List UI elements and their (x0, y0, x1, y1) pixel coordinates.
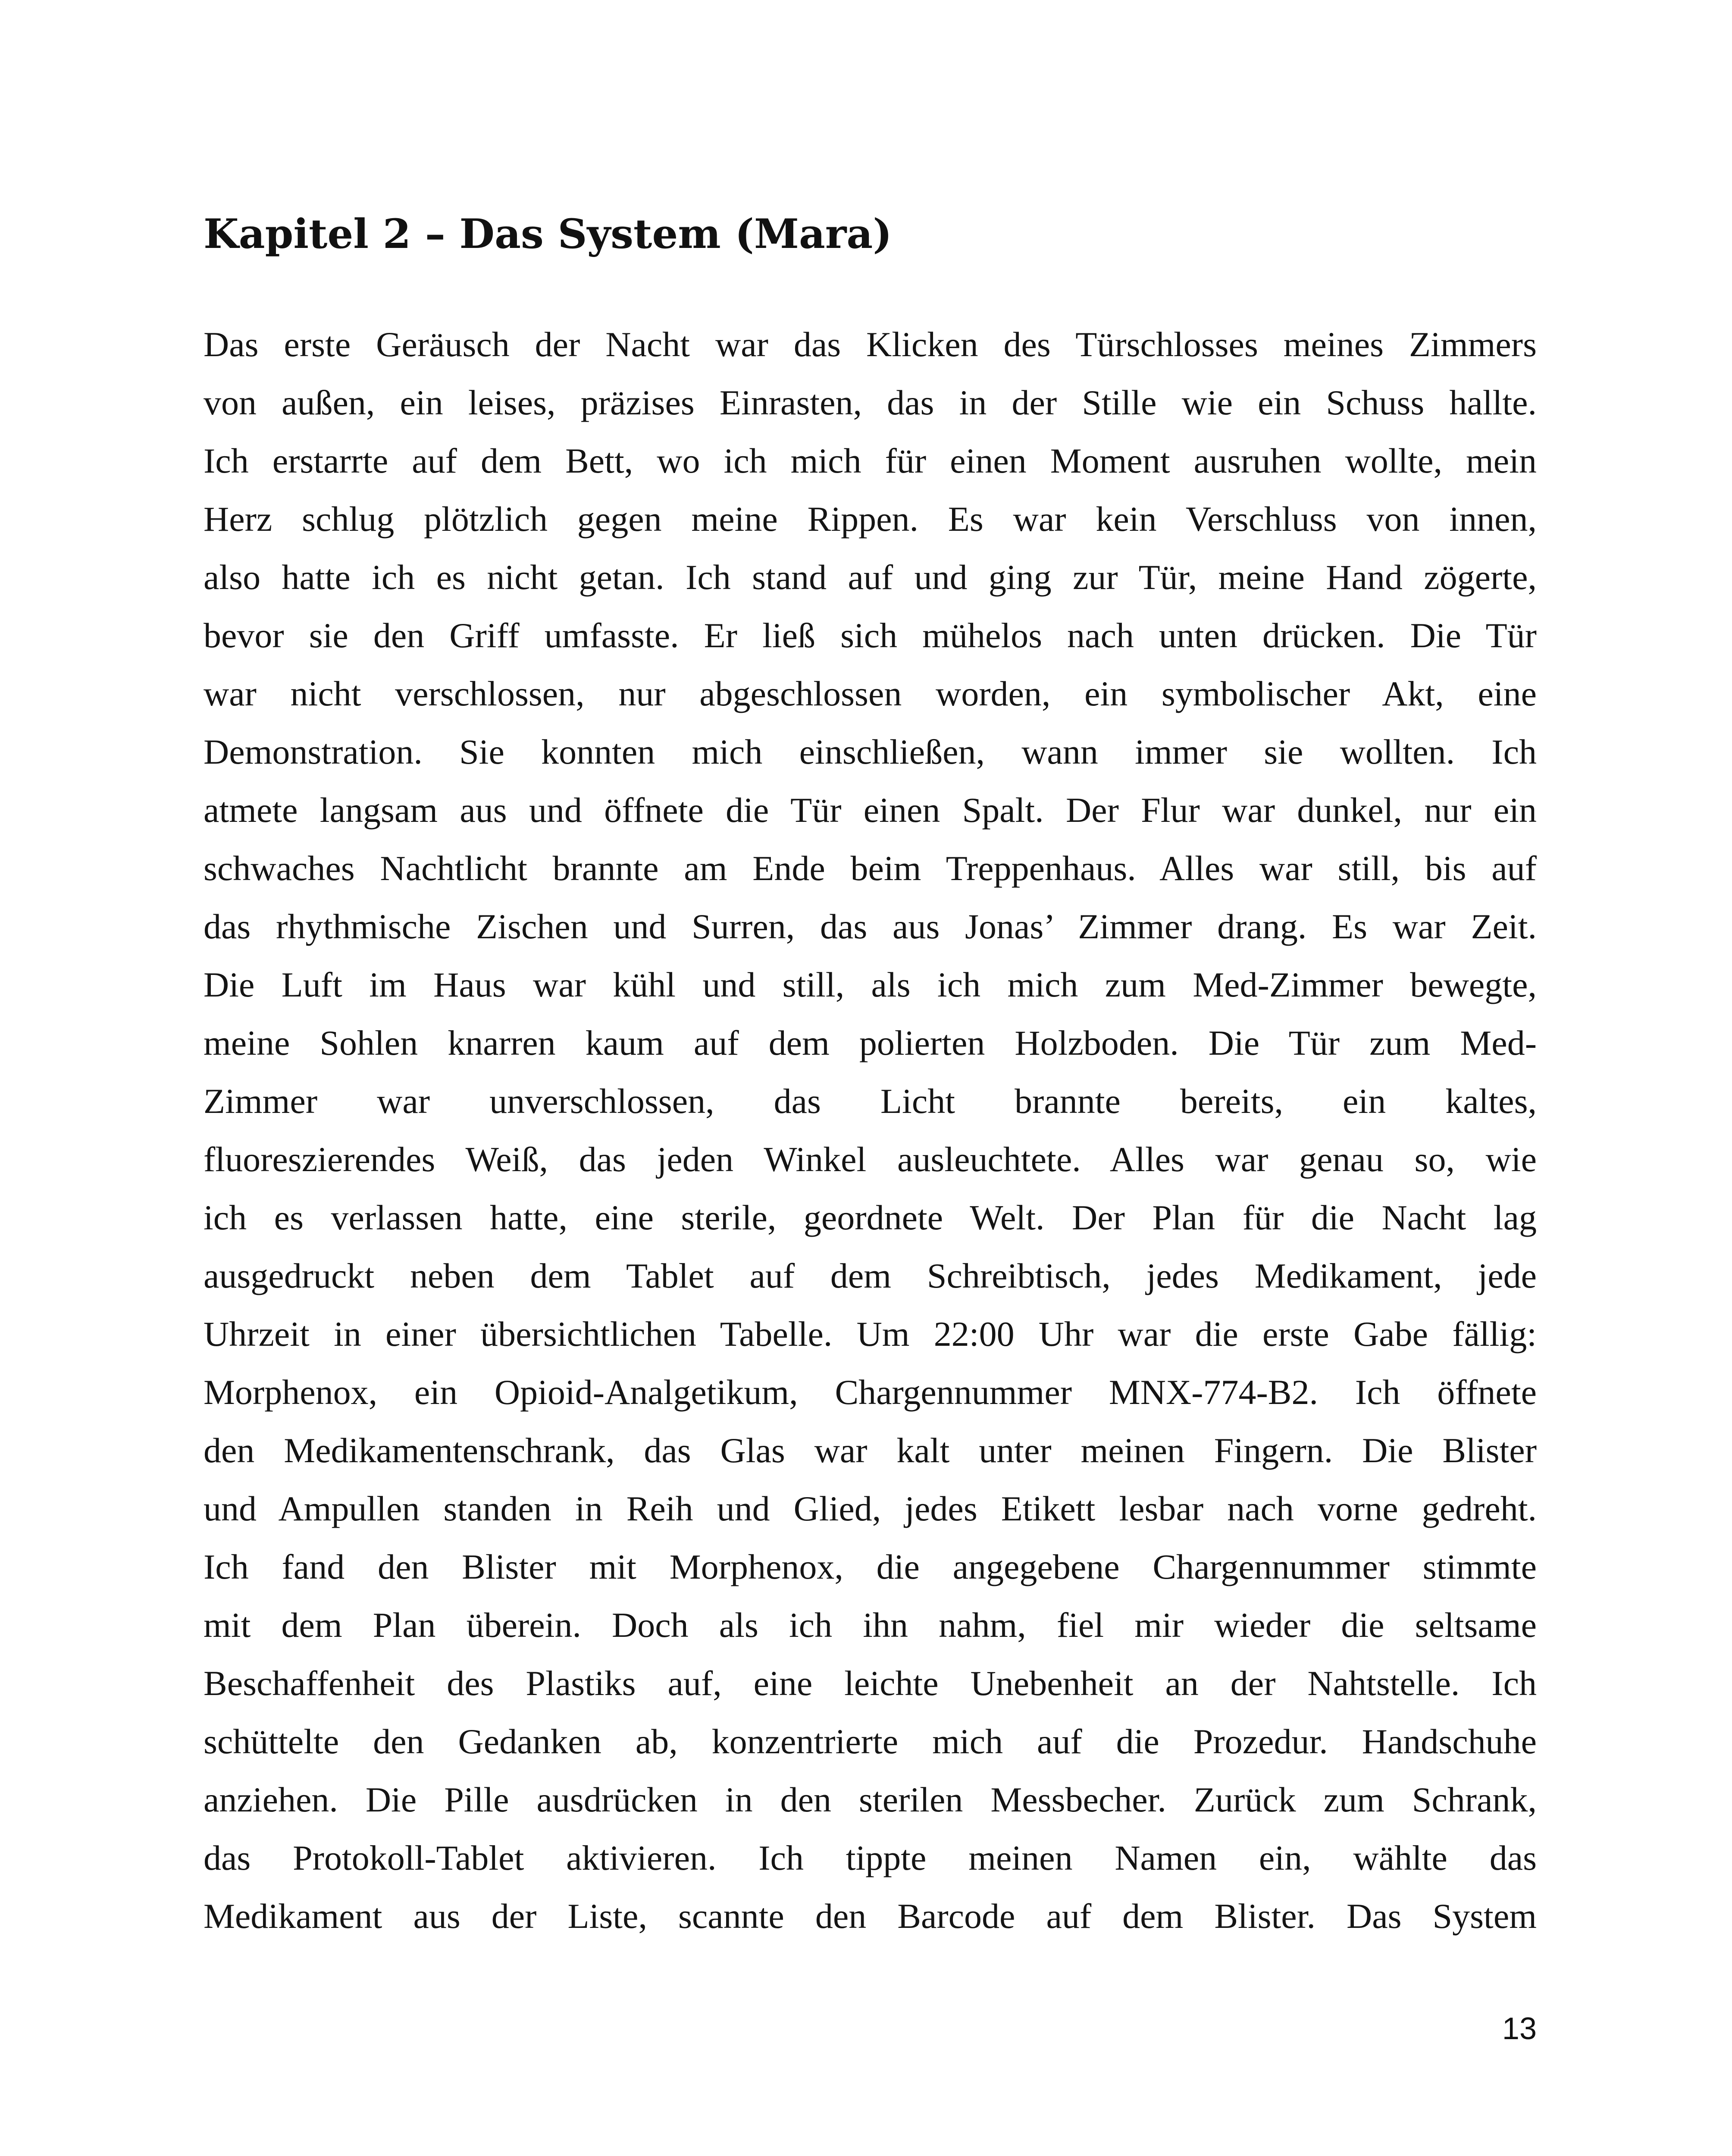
text-line: Die Luft im Haus war kühl und still, als ich mich zum Med-Zimmer bewegte, (204, 965, 1537, 1004)
text-line: ich es verlassen hatte, eine sterile, geordnete Welt. Der Plan für die Nacht lag (204, 1198, 1537, 1237)
text-line: Zimmer war unverschlossen, das Licht brannte bereits, ein kaltes, (204, 1081, 1537, 1121)
text-line: ausgedruckt neben dem Tablet auf dem Schreibtisch, jedes Medikament, jede (204, 1256, 1537, 1295)
text-line: anziehen. Die Pille ausdrücken in den sterilen Messbecher. Zurück zum Schrank, (204, 1780, 1537, 1819)
text-line: Medikament aus der Liste, scannte den Barcode auf dem Blister. Das System (204, 1896, 1537, 1936)
text-line: Ich erstarrte auf dem Bett, wo ich mich für einen Moment ausruhen wollte, mein (204, 441, 1537, 480)
text-line: den Medikamentenschrank, das Glas war kalt unter meinen Fingern. Die Blister (204, 1431, 1537, 1470)
text-line: mit dem Plan überein. Doch als ich ihn nahm, fiel mir wieder die seltsame (204, 1605, 1537, 1645)
text-line: das Protokoll-Tablet aktivieren. Ich tippte meinen Namen ein, wählte das (204, 1838, 1537, 1877)
text-line: das rhythmische Zischen und Surren, das aus Jonas’ Zimmer drang. Es war Zeit. (204, 907, 1537, 946)
text-line: Beschaffenheit des Plastiks auf, eine leichte Unebenheit an der Nahtstelle. Ich (204, 1664, 1537, 1703)
text-line: Das erste Geräusch der Nacht war das Klicken des Türschlosses meines Zimmers (204, 325, 1537, 364)
text-line: bevor sie den Griff umfasste. Er ließ sich mühelos nach unten drücken. Die Tür (204, 616, 1537, 655)
text-line: Ich fand den Blister mit Morphenox, die angegebene Chargennummer stimmte (204, 1547, 1537, 1586)
text-line: von außen, ein leises, präzises Einrasten, das in der Stille wie ein Schuss hallte. (204, 383, 1537, 422)
text-line: fluoreszierendes Weiß, das jeden Winkel ausleuchtete. Alles war genau so, wie (204, 1140, 1537, 1179)
text-line: also hatte ich es nicht getan. Ich stand auf und ging zur Tür, meine Hand zögerte, (204, 558, 1537, 597)
chapter-title: Kapitel 2 – Das System (Mara) (204, 210, 892, 258)
text-line: Herz schlug plötzlich gegen meine Rippen. Es war kein Verschluss von innen, (204, 499, 1537, 539)
text-line: Uhrzeit in einer übersichtlichen Tabelle. Um 22:00 Uhr war die erste Gabe fällig: (204, 1314, 1537, 1354)
text-line: Morphenox, ein Opioid-Analgetikum, Chargennummer MNX-774-B2. Ich öffnete (204, 1373, 1537, 1412)
text-line: atmete langsam aus und öffnete die Tür einen Spalt. Der Flur war dunkel, nur ein (204, 790, 1537, 830)
text-line: und Ampullen standen in Reih und Glied, jedes Etikett lesbar nach vorne gedreht. (204, 1489, 1537, 1528)
text-line: meine Sohlen knarren kaum auf dem polierten Holzboden. Die Tür zum Med- (204, 1023, 1537, 1062)
page-number: 13 (1502, 2012, 1537, 2046)
text-line: war nicht verschlossen, nur abgeschlossen worden, ein symbolischer Akt, eine (204, 674, 1537, 713)
body-paragraph (204, 315, 1537, 1945)
text-line: schwaches Nachtlicht brannte am Ende beim Treppenhaus. Alles war still, bis auf (204, 849, 1537, 888)
text-line: Demonstration. Sie konnten mich einschließen, wann immer sie wollten. Ich (204, 732, 1537, 771)
text-line: schüttelte den Gedanken ab, konzentrierte mich auf die Prozedur. Handschuhe (204, 1722, 1537, 1761)
